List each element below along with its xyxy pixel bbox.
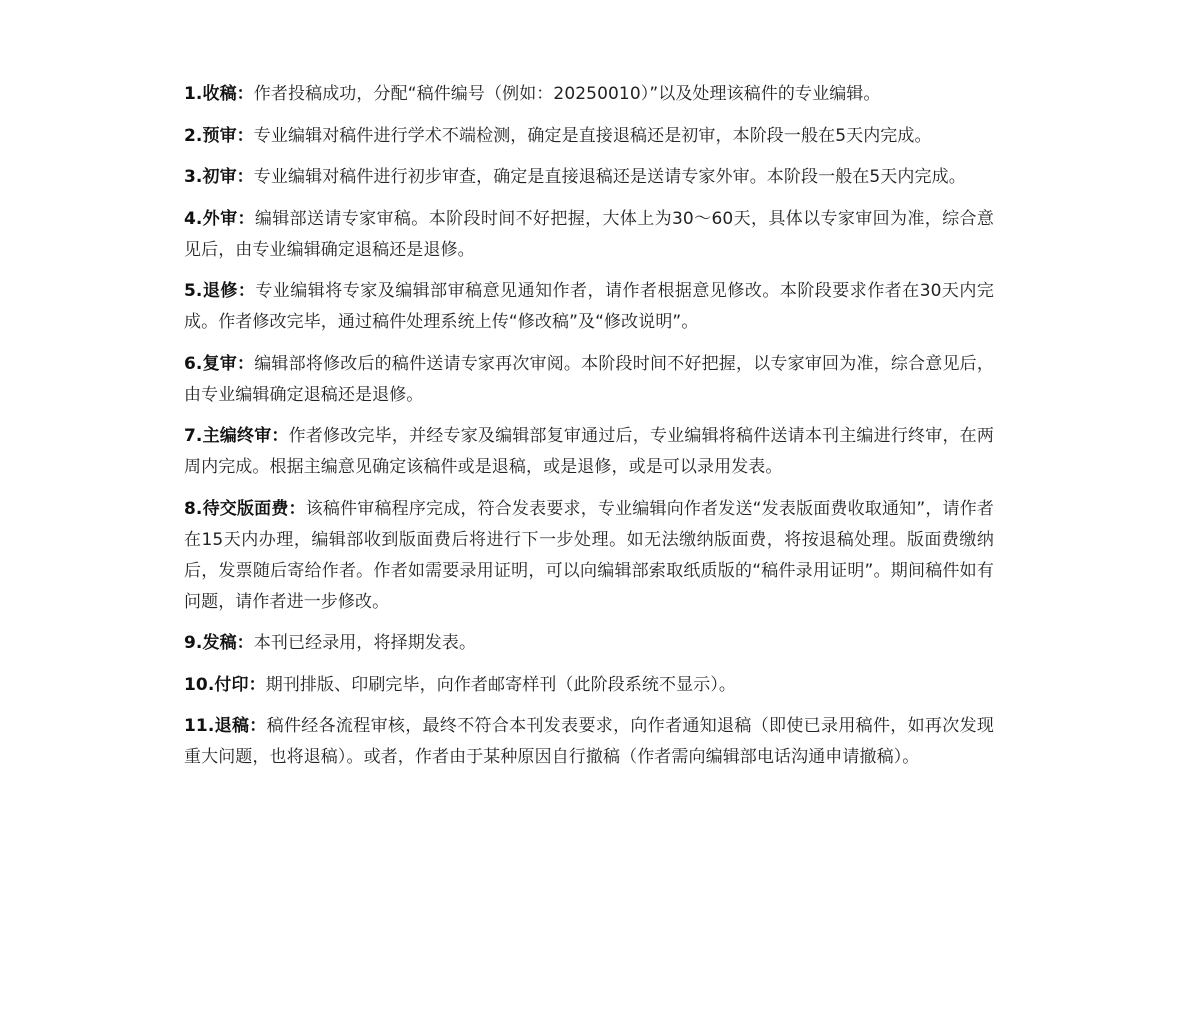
step-description: 该稿件审稿程序完成，符合发表要求，专业编辑向作者发送“发表版面费收取通知”，请作者在15天内办理，编辑部收到版面费后将进行下一步处理。如无法缴纳版面费，将按退稿处理。版面费缴纳后，发票随后寄给作者。作者如需要录用证明，可以向编辑部索取纸质版的“稿件录用证明”。期间稿件如有问题，请作者进一步修改。 [184,498,994,612]
step-description: 作者投稿成功，分配“稿件编号（例如：20250010）”以及处理该稿件的专业编辑。 [253,84,881,104]
step-final-review [184,421,994,483]
step-description: 专业编辑将专家及编辑部审稿意见通知作者，请作者根据意见修改。本阶段要求作者在30天内完成。作者修改完毕，通过稿件处理系统上传“修改稿”及“修改说明”。 [184,281,994,332]
step-label: 2.预审： [184,125,254,146]
step-rejection [184,711,994,773]
step-printing [184,670,994,701]
step-initial-review [184,162,994,193]
step-label: 11.退稿： [184,716,267,736]
step-label: 4.外审： [184,208,255,229]
step-publish [184,628,994,659]
step-label: 6.复审： [184,353,255,374]
step-label: 9.发稿： [184,633,254,653]
step-revision [184,276,994,338]
step-label: 1.收稿： [184,84,254,104]
step-page-fee [184,494,994,618]
step-label: 8.待交版面费： [184,498,306,519]
step-description: 专业编辑对稿件进行学术不端检测，确定是直接退稿还是初审，本阶段一般在5天内完成。 [253,125,932,146]
step-description: 专业编辑对稿件进行初步审查，确定是直接退稿还是送请专家外审。本阶段一般在5天内完成。 [253,167,966,187]
step-description: 作者修改完毕，并经专家及编辑部复审通过后，专业编辑将稿件送请本刊主编进行终审，在两周内完成。根据主编意见确定该稿件或是退稿，或是退修，或是可以录用发表。 [184,426,994,477]
step-description: 编辑部送请专家审稿。本阶段时间不好把握，大体上为30～60天，具体以专家审回为准，综合意见后，由专业编辑确定退稿还是退修。 [184,208,994,260]
step-label: 10.付印： [184,674,266,695]
step-description: 期刊排版、印刷完毕，向作者邮寄样刊（此阶段系统不显示）。 [265,674,737,695]
step-pre-review [184,121,994,152]
step-label: 5.退修： [184,281,256,301]
review-process-steps [184,79,994,784]
step-label: 3.初审： [184,167,254,187]
step-re-review [184,349,994,411]
step-description: 稿件经各流程审核，最终不符合本刊发表要求，向作者通知退稿（即使已录用稿件，如再次发现重大问题，也将退稿）。或者，作者由于某种原因自行撤稿（作者需向编辑部电话沟通申请撤稿）。 [184,716,995,767]
step-description: 本刊已经录用，将择期发表。 [253,633,477,653]
step-description: 编辑部将修改后的稿件送请专家再次审阅。本阶段时间不好把握，以专家审回为准，综合意见后，由专业编辑确定退稿还是退修。 [184,353,994,405]
step-external-review [184,204,994,266]
step-received [184,79,994,110]
step-label: 7.主编终审： [184,426,289,446]
